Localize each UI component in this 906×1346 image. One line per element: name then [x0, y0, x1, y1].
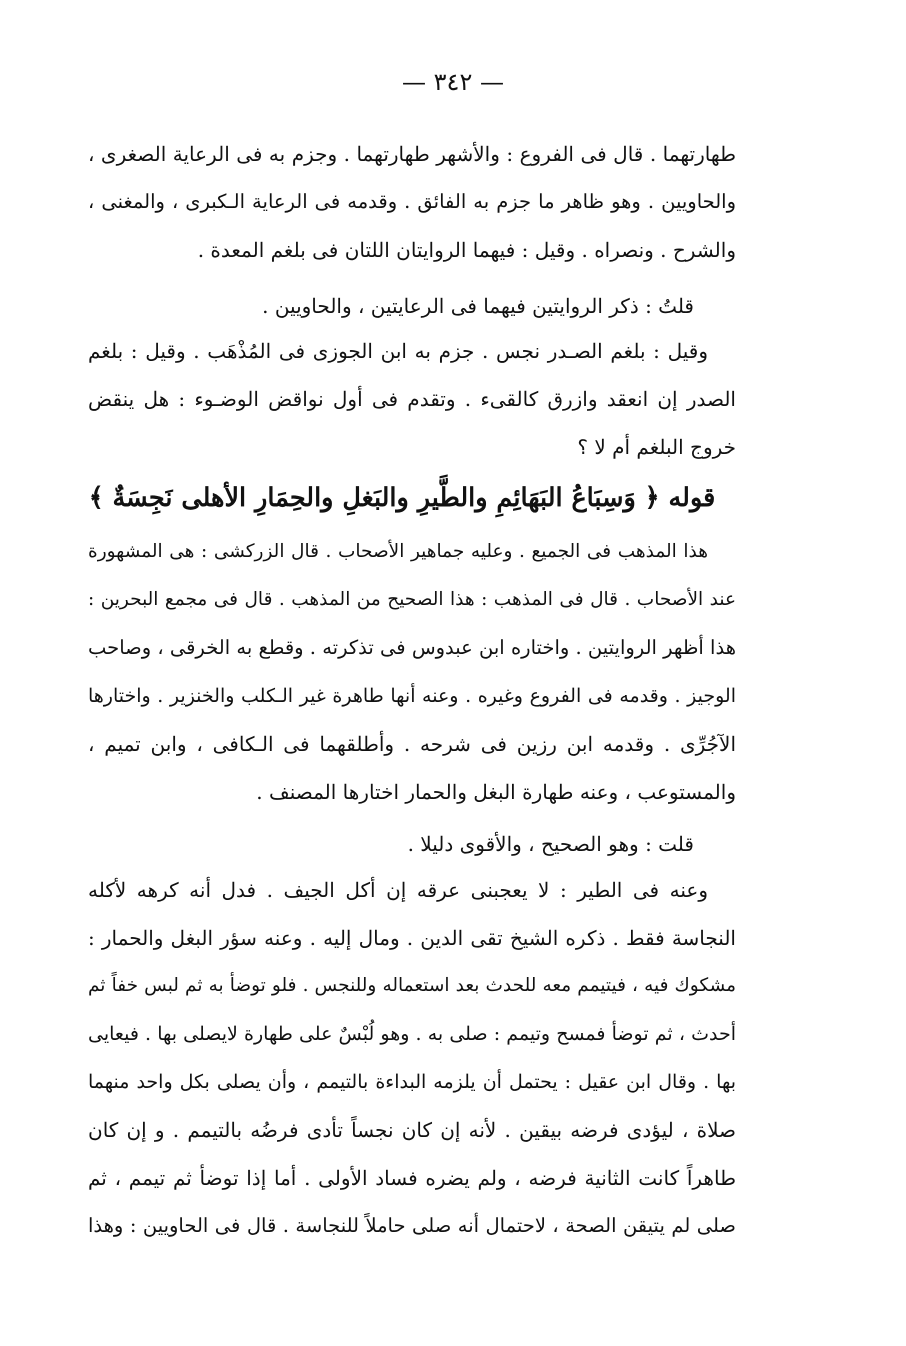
text-line: قلتُ : ذكر الروايتين فيهما فى الرعايتين ، والحاويين .	[262, 294, 694, 318]
paragraph-1	[88, 130, 736, 274]
text-line: عند الأصحاب . قال فى المذهب : هذا الصحيح من المذهب . قال فى مجمع البحرين :	[88, 589, 736, 610]
page-number: — ٣٤٢ —	[402, 68, 504, 96]
text-line: وعنه فى الطير : لا يعجبنى عرقه إن أكل الجيف . فدل أنه كرهه لأكله	[88, 878, 708, 902]
text-line: صلاة ، ليؤدى فرضه بيقين . لأنه إن كان نجساً تأدى فرضُه بالتيمم . و إن كان	[88, 1118, 736, 1142]
text-line: والشرح . ونصراه . وقيل : فيهما الروايتان اللتان فى بلغم المعدة .	[197, 238, 736, 262]
text-line: الوجيز . وقدمه فى الفروع وغيره . وعنه أنها طاهرة غير الـكلب والخنزير . واختارها	[88, 685, 736, 707]
text-line: هذا المذهب فى الجميع . وعليه جماهير الأصحاب . قال الزركشى : هى المشهورة	[88, 541, 708, 562]
text-line: طهارتهما . قال فى الفروع : والأشهر طهارتهما . وجزم به فى الرعاية الصغرى ،	[88, 142, 736, 166]
text-line: صلى لم يتيقن الصحة ، لاحتمال أنه صلى حاملاً للنجاسة . قال فى الحاويين : وهذا	[88, 1214, 736, 1237]
text-line: طاهراً كانت الثانية فرضه ، ولم يضره فساد الأولى . أما إذا توضأ ثم تيمم ، ثم	[88, 1166, 736, 1190]
text-line: هذا أظهر الروايتين . واختاره ابن عبدوس فى تذكرته . وقطع به الخرقى ، وصاحب	[88, 636, 736, 659]
text-line: النجاسة فقط . ذكره الشيخ تقى الدين . ومال إليه . وعنه سؤر البغل والحمار :	[88, 926, 736, 950]
text-line: الآجُرِّى . وقدمه ابن رزين فى شرحه . وأطلقهما فى الـكافى ، وابن تميم ،	[88, 732, 736, 756]
paragraph-4	[88, 528, 736, 816]
text-line: والحاويين . وهو ظاهر ما جزم به الفائق . وقدمه فى الرعاية الـكبرى ، والمغنى ،	[88, 190, 736, 213]
text-line: قلت : وهو الصحيح ، والأقوى دليلا .	[407, 832, 694, 856]
text-line: بها . وقال ابن عقيل : يحتمل أن يلزمه البداءة بالتيمم ، وأن يصلى بكل واحد منهما	[88, 1071, 736, 1093]
section-heading	[88, 470, 736, 526]
text-line: الصدر إن انعقد وازرق كالقىء . وتقدم فى أول نواقض الوضـوء : هل ينقض	[88, 387, 736, 411]
text-line: وقيل : بلغم الصـدر نجس . جزم به ابن الجوزى فى المُذْهَب . وقيل : بلغم	[88, 339, 708, 363]
paragraph-6	[88, 866, 736, 1250]
text-line: مشكوك فيه ، فيتيمم معه للحدث بعد استعماله وللنجس . فلو توضأ به ثم لبس خفاً ثم	[88, 975, 736, 996]
text-line: والمستوعب ، وعنه طهارة البغل والحمار اختارها المصنف .	[256, 780, 736, 804]
paragraph-5	[88, 820, 736, 868]
paragraph-2	[88, 282, 736, 330]
heading-quote: قوله ﴿ وَسِبَاعُ البَهَائِمِ والطَّيرِ والبَغلِ والحِمَارِ الأهلى نَجِسَةٌ ﴾	[88, 483, 716, 513]
paragraph-3	[88, 327, 736, 471]
text-line: أحدث ، ثم توضأ فمسح وتيمم : صلى به . وهو لُبْسٌ على طهارة لايصلى بها . فيعايى	[88, 1023, 736, 1045]
text-line: خروج البلغم أم لا ؟	[577, 435, 736, 459]
